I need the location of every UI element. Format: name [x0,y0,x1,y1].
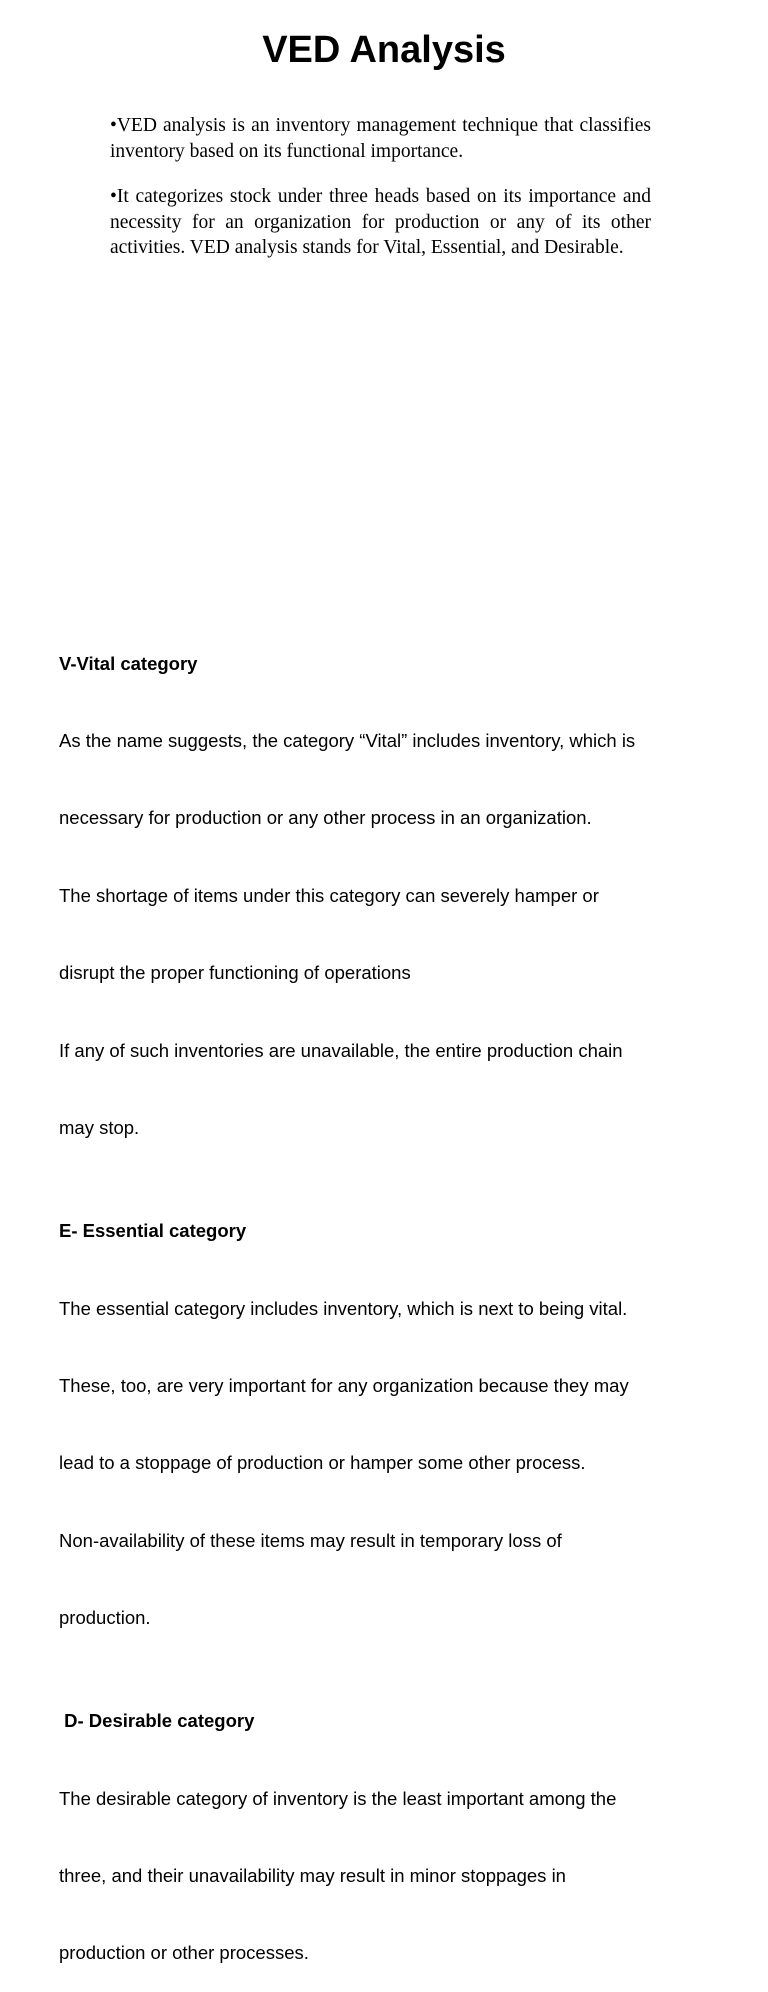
essential-line: production. [59,1607,151,1629]
vital-heading: V-Vital category [59,652,198,674]
desirable-line: three, and their unavailability may result in minor stoppages in [59,1865,566,1887]
essential-line: These, too, are very important for any organization because they may [59,1374,629,1396]
vital-line: If any of such inventories are unavailable, the entire production chain [59,1039,623,1061]
vital-line: necessary for production or any other process in an organization. [59,807,592,829]
essential-line: lead to a stoppage of production or hamper some other process. [59,1452,586,1474]
vital-line: disrupt the proper functioning of operations [59,962,411,984]
vital-line: The shortage of items under this category can severely hamper or [59,884,599,906]
desirable-line: production or other processes. [59,1942,309,1964]
desirable-line: The desirable category of inventory is the least important among the [59,1787,617,1809]
desirable-heading: D- Desirable category [59,1710,255,1732]
vital-line: may stop. [59,1116,140,1138]
notes-section [59,599,719,1992]
slide-bullet-list [110,113,651,281]
essential-line: The essential category includes inventory, which is next to being vital. [59,1297,628,1319]
slide-title: VED Analysis [262,29,506,71]
bullet-definition: •VED analysis is an inventory management technique that classifies inventory based on its functional importance. [110,115,651,162]
essential-heading: E- Essential category [59,1220,247,1242]
bullet-categories: •It categorizes stock under three heads based on its importance and necessity for an organization for production or any of its other activities. VED analysis stands for Vital, Essential, and Desirable. [110,186,651,258]
vital-line: As the name suggests, the category “Vital” includes inventory, which is [59,729,636,751]
essential-line: Non-availability of these items may result in temporary loss of [59,1529,562,1551]
